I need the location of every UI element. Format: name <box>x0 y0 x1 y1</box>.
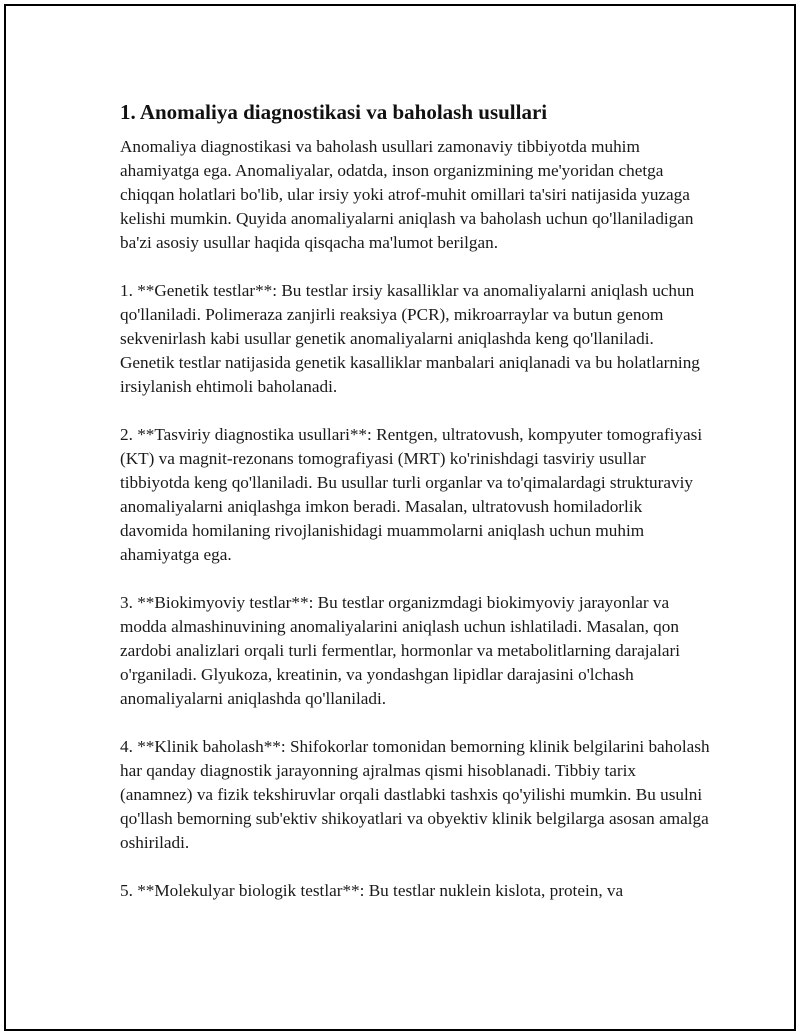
imaging-diagnostics-paragraph: 2. **Tasviriy diagnostika usullari**: Rentgen, ultratovush, kompyuter tomografiyasi (KT) va magnit-rezonans tomografiyasi (MRT) ko'rinishdagi tasviriy usullar tibbiyotda keng qo'llaniladi. Bu usullar turli organlar va to'qimalardagi strukturaviy anomaliyalarni aniqlashga imkon beradi. Masalan, ultratovush homiladorlik davomida homilaning rivojlanishidagi muammolarni aniqlash uchun muhim ahamiyatga ega. <box>120 425 703 564</box>
document-content <box>120 97 710 927</box>
clinical-assessment-paragraph: 4. **Klinik baholash**: Shifokorlar tomonidan bemorning klinik belgilarini baholash har qanday diagnostik jarayonning ajralmas qismi hisoblanadi. Tibbiy tarix (anamnez) va fizik tekshiruvlar orqali dastlabki tashxis qo'yilishi mumkin. Bu usulni qo'llash bemorning sub'ektiv shikoyatlari va obyektiv klinik belgilarga asosan amalga oshiriladi. <box>120 737 710 852</box>
section-title: 1. Anomaliya diagnostikasi va baholash usullari <box>120 100 548 124</box>
document-page <box>4 4 796 1031</box>
genetic-tests-paragraph: 1. **Genetik testlar**: Bu testlar irsiy kasalliklar va anomaliyalarni aniqlash uchun qo'llaniladi. Polimeraza zanjirli reaksiya (PCR), mikroarraylar va butun genom sekvenirlash kabi usullar genetik anomaliyalarni aniqlashda keng qo'llaniladi. Genetik testlar natijasida genetik kasalliklar manbalari aniqlanadi va bu holatlarning irsiylanish ehtimoli baholanadi. <box>120 281 700 396</box>
molecular-tests-paragraph: 5. **Molekulyar biologik testlar**: Bu testlar nuklein kislota, protein, va <box>120 881 624 900</box>
intro-paragraph: Anomaliya diagnostikasi va baholash usullari zamonaviy tibbiyotda muhim ahamiyatga ega. Anomaliyalar, odatda, inson organizmining me'yoridan chetga chiqqan holatlari bo'lib, ular irsiy yoki atrof-muhit omillari ta'siri natijasida yuzaga kelishi mumkin. Quyida anomaliyalarni aniqlash va baholash uchun qo'llaniladigan ba'zi asosiy usullar haqida qisqacha ma'lumot berilgan. <box>120 137 694 252</box>
biochemical-tests-paragraph: 3. **Biokimyoviy testlar**: Bu testlar organizmdagi biokimyoviy jarayonlar va modda almashinuvining anomaliyalarini aniqlash uchun ishlatiladi. Masalan, qon zardobi analizlari orqali turli fermentlar, hormonlar va metabolitlarning darajalari o'rganiladi. Glyukoza, kreatinin, va yondashgan lipidlar darajasini o'lchash anomaliyalarni aniqlashda qo'llaniladi. <box>120 593 681 708</box>
